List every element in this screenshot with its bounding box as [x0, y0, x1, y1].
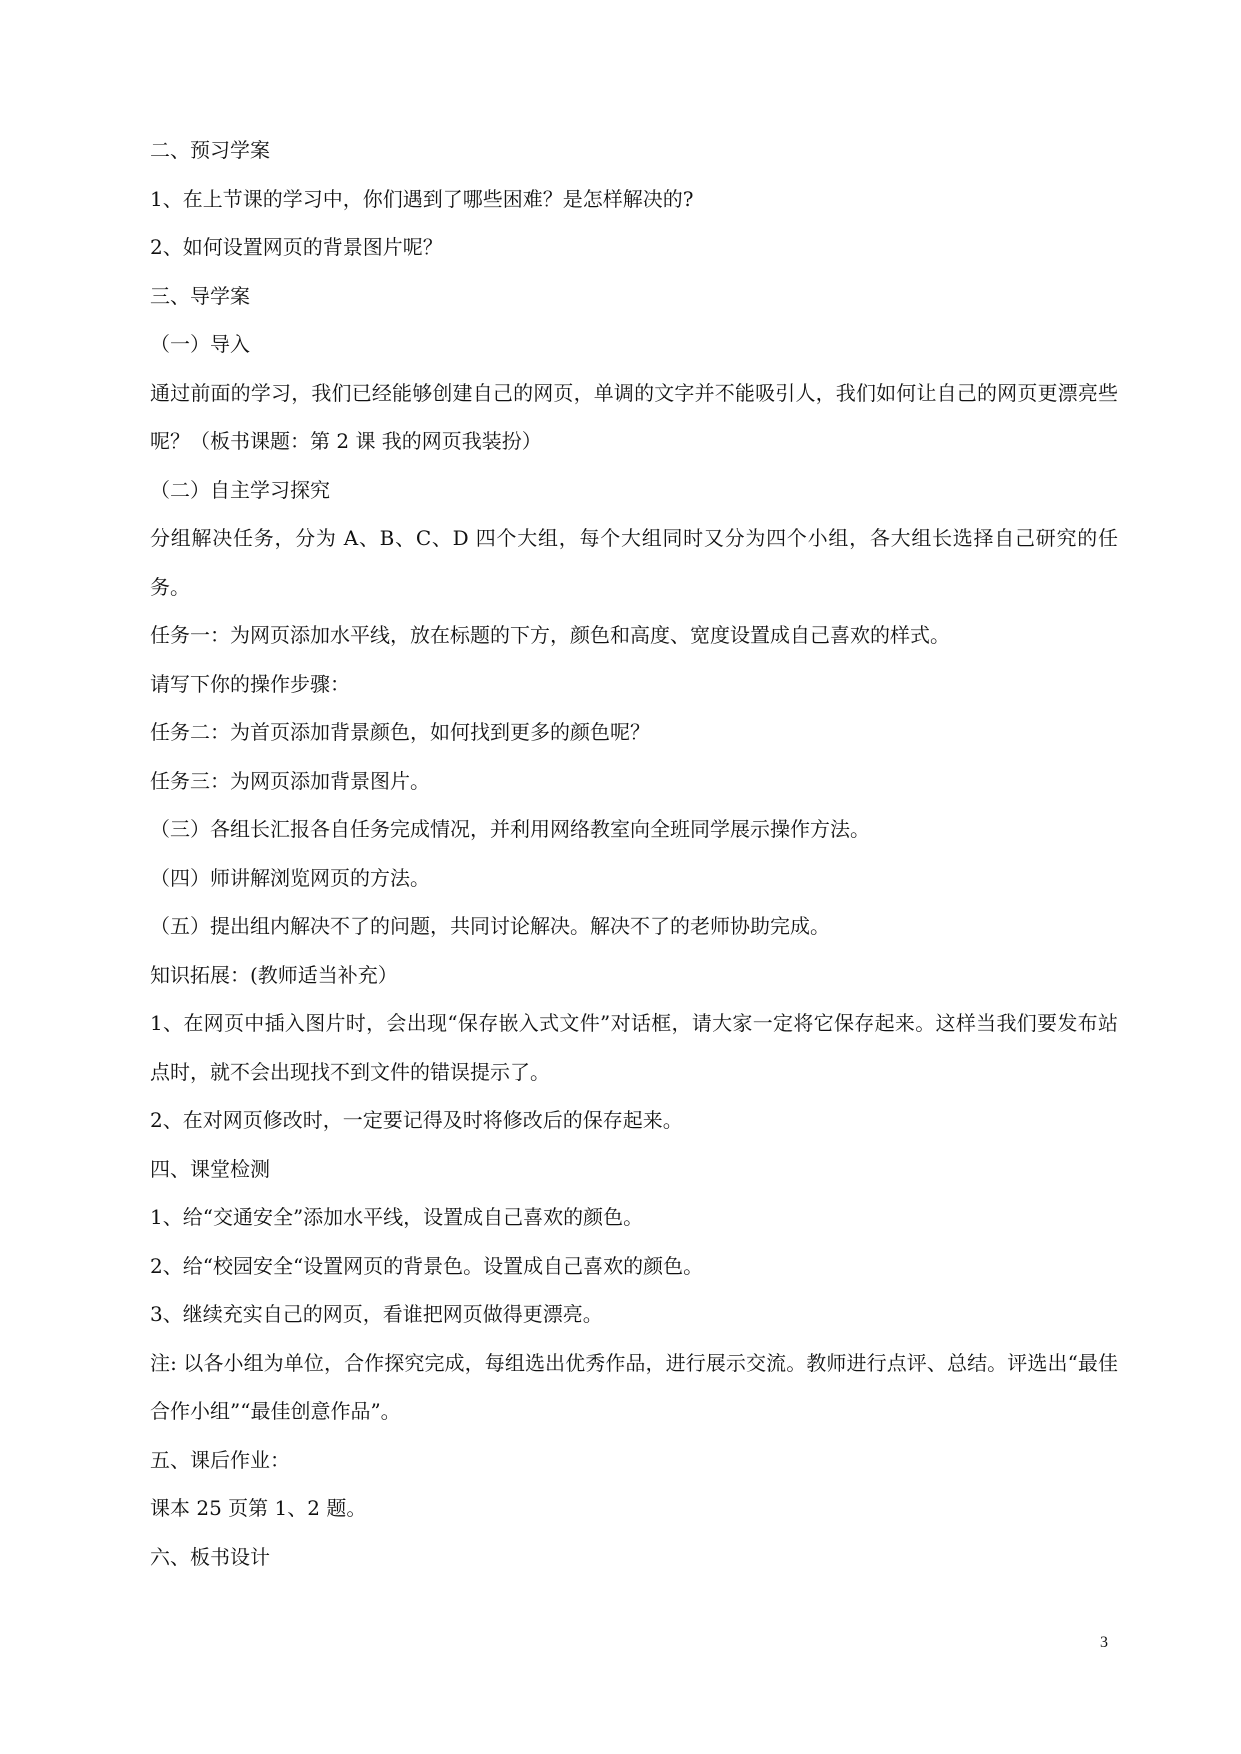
check-item-2: 2、给“校园安全“设置网页的背景色。设置成自己喜欢的颜色。	[150, 1253, 704, 1278]
section-heading-board-design: 六、板书设计	[150, 1544, 270, 1569]
preview-question-1: 1、在上节课的学习中，你们遇到了哪些困难？是怎样解决的?	[150, 186, 694, 211]
task-three: 任务三：为网页添加背景图片。	[150, 768, 430, 793]
subsection-report: （三）各组长汇报各自任务完成情况，并利用网络教室向全班同学展示操作方法。	[150, 817, 870, 841]
subsection-teacher-explain: （四）师讲解浏览网页的方法。	[150, 865, 430, 890]
check-item-1: 1、给“交通安全”添加水平线，设置成自己喜欢的颜色。	[150, 1205, 644, 1229]
preview-question-2: 2、如何设置网页的背景图片呢？	[150, 235, 443, 259]
subsection-self-study: （二）自主学习探究	[150, 477, 330, 502]
document-body	[150, 126, 1118, 1581]
subsection-intro: （一）导入	[150, 332, 250, 356]
section-heading-preview: 二、预习学案	[150, 138, 270, 162]
section-heading-guide: 三、导学案	[150, 283, 250, 308]
extension-point-2: 2、在对网页修改时，一定要记得及时将修改后的保存起来。	[150, 1108, 683, 1132]
check-item-3: 3、继续充实自己的网页，看谁把网页做得更漂亮。	[150, 1302, 603, 1326]
subsection-discuss: （五）提出组内解决不了的问题，共同讨论解决。解决不了的老师协助完成。	[150, 914, 830, 938]
page-number: 3	[1100, 1634, 1108, 1651]
group-task-paragraph: 分组解决任务，分为 A、B、C、D 四个大组，每个大组同时又分为四个小组，各大组长选择自己研究的任务。	[150, 526, 1118, 599]
intro-paragraph: 通过前面的学习，我们已经能够创建自己的网页，单调的文字并不能吸引人，我们如何让自己的网页更漂亮些呢？（板书课题：第 2 课 我的网页我装扮）	[150, 380, 1118, 453]
knowledge-extension-heading: 知识拓展：(教师适当补充）	[150, 962, 398, 987]
task-one: 任务一：为网页添加水平线，放在标题的下方，颜色和高度、宽度设置成自己喜欢的样式。	[150, 623, 950, 647]
note-paragraph: 注: 以各小组为单位，合作探究完成，每组选出优秀作品，进行展示交流。教师进行点评、总结。评选出“最佳合作小组”“最佳创意作品”。	[150, 1350, 1118, 1423]
task-two: 任务二：为首页添加背景颜色，如何找到更多的颜色呢？	[150, 720, 650, 744]
extension-point-1: 1、在网页中插入图片时，会出现“保存嵌入式文件”对话框，请大家一定将它保存起来。这样当我们要发布站点时，就不会出现找不到文件的错误提示了。	[150, 1011, 1118, 1084]
homework-item: 课本 25 页第 1、2 题。	[150, 1496, 367, 1520]
section-heading-homework: 五、课后作业：	[150, 1447, 290, 1472]
section-heading-check: 四、课堂检测	[150, 1156, 270, 1181]
write-steps-prompt: 请写下你的操作步骤：	[150, 671, 350, 696]
